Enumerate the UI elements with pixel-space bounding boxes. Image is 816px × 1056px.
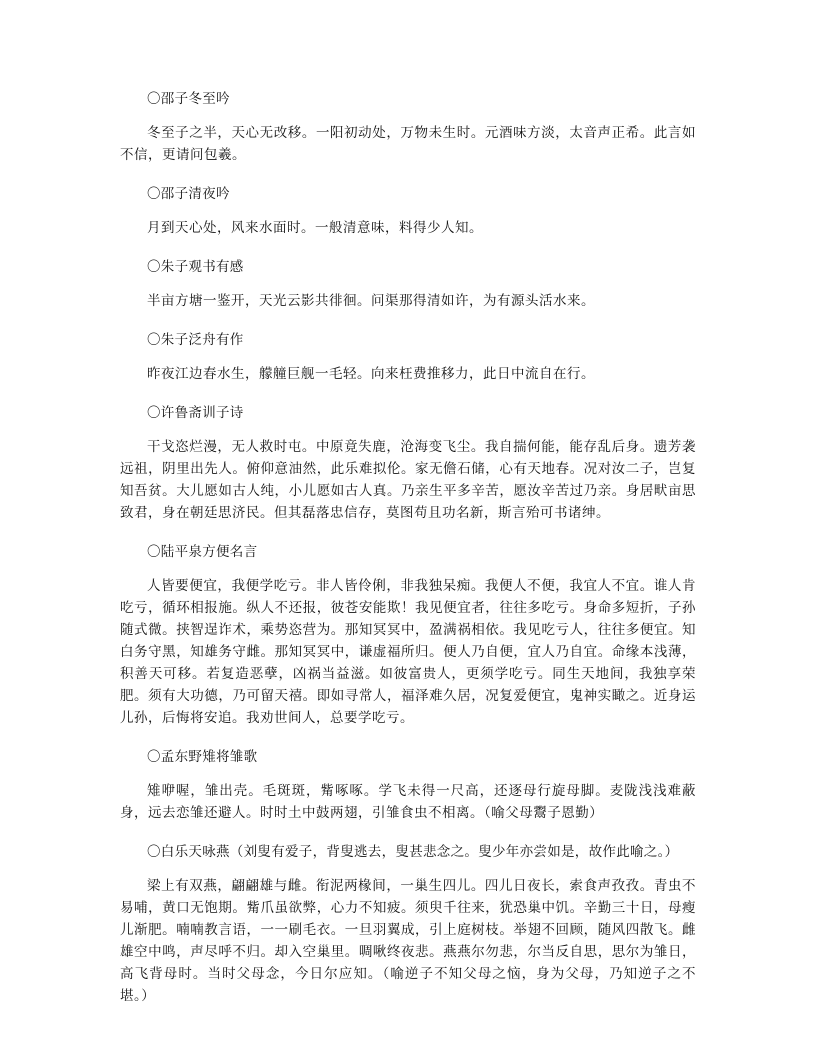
section-body: 半亩方塘一鉴开，天光云影共徘徊。问渠那得清如许，为有源头活水来。 xyxy=(147,293,595,309)
section-body: 雉咿喔，雏出壳。毛斑斑，觜啄啄。学飞未得一尺高，还逐母行旋母脚。麦陇浅浅难蔽身，远去恋雏还避人。时时土中鼓两翅，引雏食虫不相离。（喻父母鬻子恩勤） xyxy=(120,783,696,821)
section-title: 〇邵子清夜吟 xyxy=(147,186,230,202)
section-body: 干戈恣烂漫，无人救时屯。中原竟失鹿，沧海变飞尘。我自揣何能，能存乱后身。遗芳袭远祖，阴里出先人。俯仰意油然，此乐难拟伦。家无儋石储，心有天地春。况对汝二子，岂复知吾贫。大儿愿如古人纯，小儿愿如古人真。乃亲生平多辛苦，愿汝辛苦过乃亲。身居畎亩思致君，身在朝廷思济民。但其磊落忠信存，莫图苟且功名新，斯言殆可书诸绅。 xyxy=(120,439,696,521)
section xyxy=(120,256,696,312)
section-title: 〇朱子观书有感 xyxy=(147,259,244,275)
document-page xyxy=(120,88,696,1024)
section-body: 冬至子之半，天心无改移。一阳初动处，万物未生时。元酒味方淡，太音声正希。此言如不信，更请问包羲。 xyxy=(120,125,696,163)
section-title: 〇邵子冬至吟 xyxy=(147,91,230,107)
section xyxy=(120,841,696,1007)
section xyxy=(120,541,696,729)
section-title: 〇白乐天咏燕（刘叟有爱子，背叟逃去，叟甚悲念之。叟少年亦尝如是，故作此喻之。） xyxy=(147,844,679,860)
section xyxy=(120,183,696,239)
section xyxy=(120,88,696,166)
section xyxy=(120,746,696,824)
section-body: 月到天心处，风来水面时。一般清意味，料得少人知。 xyxy=(147,220,483,236)
section xyxy=(120,329,696,385)
section-title: 〇朱子泛舟有作 xyxy=(147,332,244,348)
section-title: 〇陆平泉方便名言 xyxy=(147,544,258,560)
section-body: 人皆要便宜，我便学吃亏。非人皆伶俐，非我独呆痴。我便人不便，我宜人不宜。谁人肯吃亏，循环相报施。纵人不还报，彼苍安能欺！我见便宜者，往往多吃亏。身命多短折，子孙随式微。挟智逞诈术，乘势恣营为。那知冥冥中，盈满祸相依。我见吃亏人，往往多便宜。知白务守黑，知雄务守雌。那知冥冥中，谦虚福所归。便人乃自便，宜人乃自宜。命缘本浅薄，积善天可移。若复造恶孽，凶祸当益滋。如彼富贵人，更须学吃亏。同生天地间，我独享荣肥。须有大功德，乃可留天禧。即如寻常人，福泽难久居，况复爱便宜，鬼神实瞰之。近身运儿孙，后悔将安追。我劝世间人，总要学吃亏。 xyxy=(120,578,696,726)
section xyxy=(120,402,696,524)
section-title: 〇许鲁斋训子诗 xyxy=(147,405,244,421)
section-body: 昨夜江边春水生，艨艟巨舰一毛轻。向来枉费推移力，此日中流自在行。 xyxy=(147,366,595,382)
section-title: 〇孟东野雉将雏歌 xyxy=(147,749,258,765)
section-body: 梁上有双燕，翩翩雄与雌。衔泥两椽间，一巢生四儿。四儿日夜长，索食声孜孜。青虫不易哺，黄口无饱期。觜爪虽欲弊，心力不知疲。须臾千往来，犹恐巢中饥。辛勤三十日，母瘦儿渐肥。喃喃教言语，一一刷毛衣。一旦羽翼成，引上庭树枝。举翅不回顾，随风四散飞。雌雄空中鸣，声尽呼不归。却入空巢里。啁啾终夜悲。燕燕尔勿悲，尔当反自思，思尔为雏日，高飞背母时。当时父母念，今日尔应知。（喻逆子不知父母之恼，身为父母，乃知逆子之不堪。） xyxy=(120,878,696,1004)
